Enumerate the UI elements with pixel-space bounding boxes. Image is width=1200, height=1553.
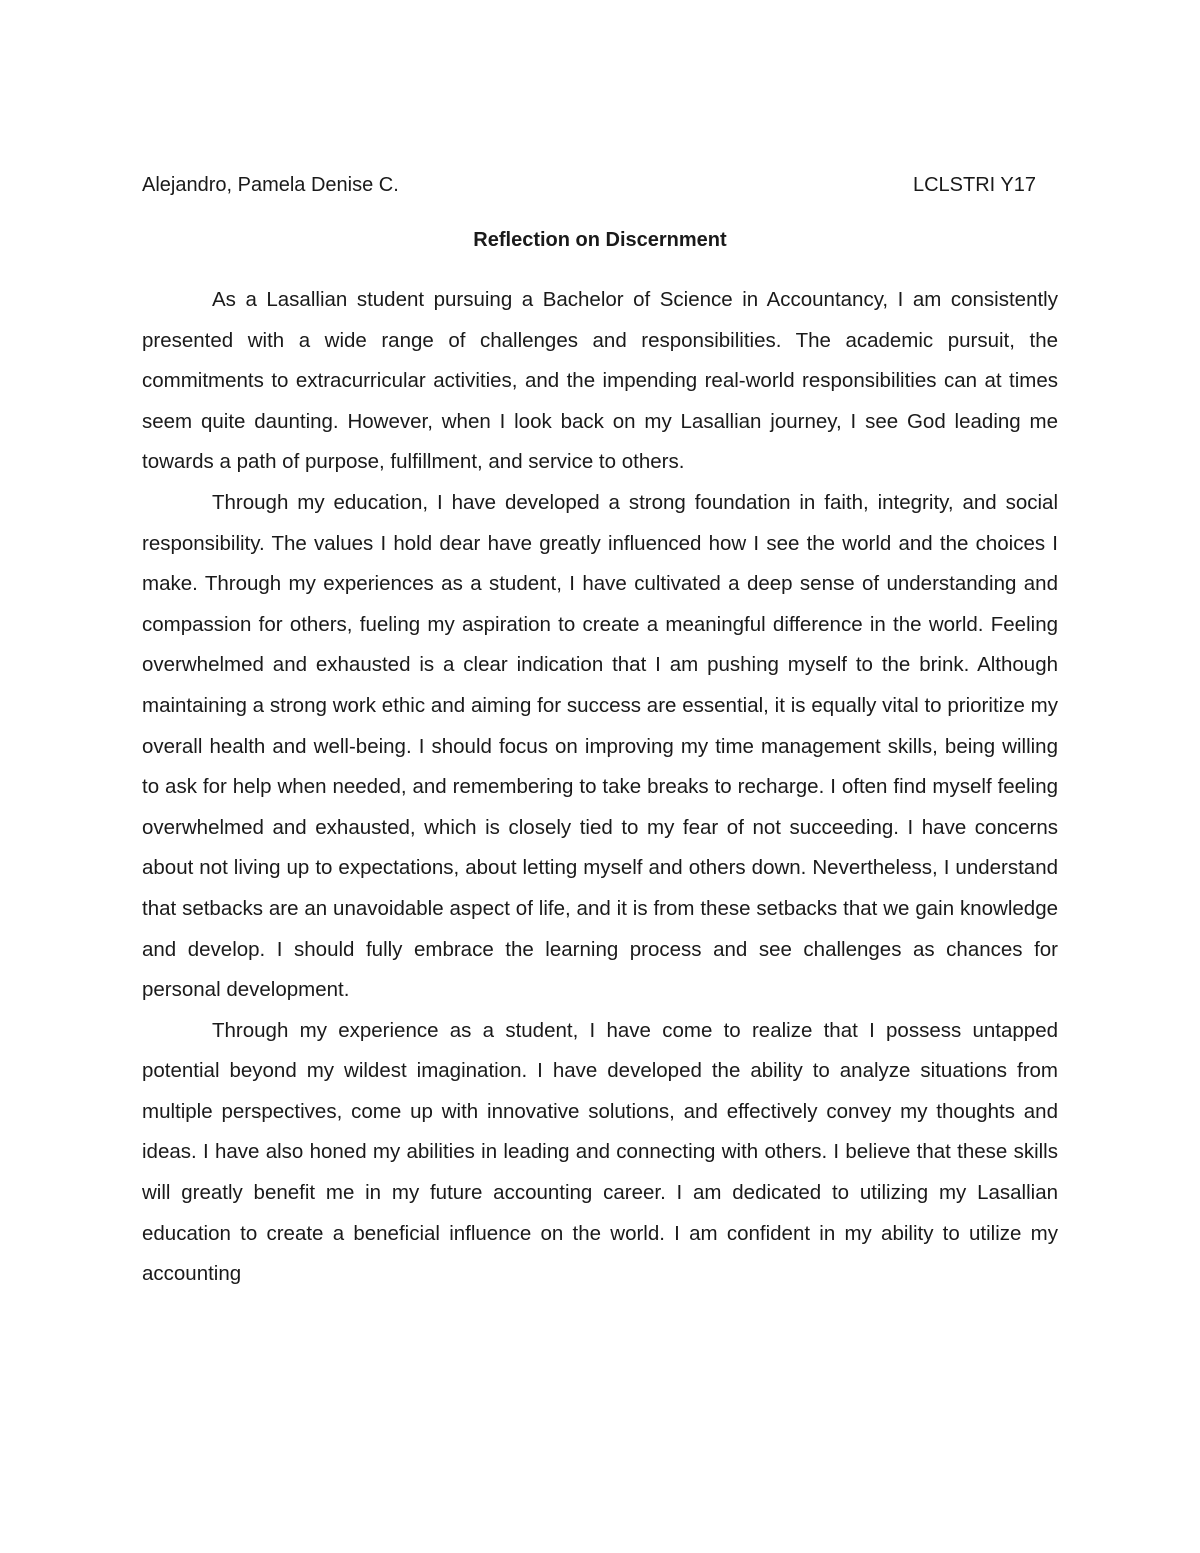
paragraph: Through my experience as a student, I have come to realize that I possess untapped potential beyond my wildest imagination. I have developed the ability to analyze situations from multiple perspectives, come up with innovative solutions, and effectively convey my thoughts and ideas. I have also honed my abilities in leading and connecting with others. I believe that these skills will greatly benefit me in my future accounting career. I am dedicated to utilizing my Lasallian education to create a beneficial influence on the world. I am confident in my ability to utilize my accounting — [142, 1018, 1058, 1286]
course-code: LCLSTRI Y17 — [912, 174, 1036, 196]
document-body — [142, 280, 1058, 1295]
author-name: Alejandro, Pamela Denise C. — [142, 174, 399, 196]
document-header — [142, 172, 1036, 198]
document-title: Reflection on Discernment — [473, 229, 727, 251]
paragraph: Through my education, I have developed a strong foundation in faith, integrity, and social responsibility. The values I hold dear have greatly influenced how I see the world and the choices I make. Through my experiences as a student, I have cultivated a deep sense of understanding and compassion for others, fueling my aspiration to create a meaningful difference in the world. Feeling overwhelmed and exhausted is a clear indication that I am pushing myself to the brink. Although maintaining a strong work ethic and aiming for success are essential, it is equally vital to prioritize my overall health and well-being. I should focus on improving my time management skills, being willing to ask for help when needed, and remembering to take breaks to recharge. I often find myself feeling overwhelmed and exhausted, which is closely tied to my fear of not succeeding. I have concerns about not living up to expectations, about letting myself and others down. Nevertheless, I understand that setbacks are an unavoidable aspect of life, and it is from these setbacks that we gain knowledge and develop. I should fully embrace the learning process and see challenges as chances for personal development. — [142, 490, 1058, 1002]
paragraph: As a Lasallian student pursuing a Bachelor of Science in Accountancy, I am consistently presented with a wide range of challenges and responsibilities. The academic pursuit, the commitments to extracurricular activities, and the impending real-world responsibilities can at times seem quite daunting. However, when I look back on my Lasallian journey, I see God leading me towards a path of purpose, fulfillment, and service to others. — [142, 288, 1058, 474]
